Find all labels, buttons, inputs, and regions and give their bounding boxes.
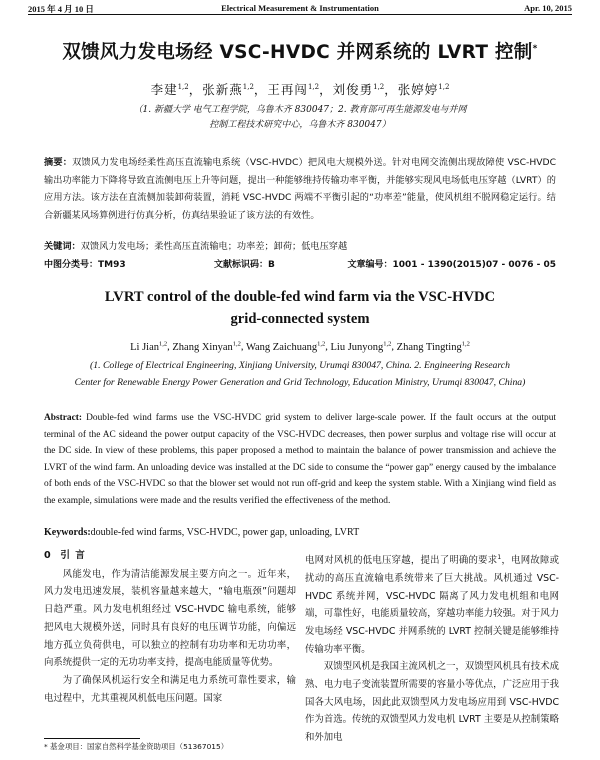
title-english (20, 286, 580, 330)
author-name: 刘俊勇 (332, 82, 374, 97)
header-date: 2015 年 4 月 10 日 (28, 4, 94, 14)
keywords-english (44, 527, 556, 538)
author-affiliation-mark: 1,2 (177, 82, 189, 91)
article-number (348, 257, 557, 270)
author (202, 82, 254, 97)
author-name: 王再闯 (267, 82, 308, 97)
author-name: 张婷婷 (397, 82, 439, 97)
document-code-value: B (268, 260, 275, 270)
author (172, 342, 241, 353)
title-english-line1: LVRT control of the double-fed wind farm via the VSC-HVDC (104, 289, 496, 305)
author-name: Zhang Tingting (396, 341, 462, 353)
authors-chinese: 李建$^{1,2}$，张新燕$^{1,2}$，王再闯$^{1,2}$，刘俊勇$^{1,2}$，张婷婷$^{1,2}$ (150, 82, 450, 97)
abstract-chinese (44, 154, 556, 224)
article-number-label: 文章编号： (347, 260, 393, 270)
author-affiliation-mark: 1,2 (373, 82, 385, 91)
author-affiliation-mark: 1,2 (461, 340, 470, 347)
author (246, 342, 325, 353)
affiliation-english-line1: (1. College of Electrical Engineering, Xinjiang University, Urumqi 830047, China. 2. Engineering Research (90, 360, 510, 371)
section-number: 0 (44, 550, 52, 561)
document-code (214, 257, 275, 270)
author (331, 342, 392, 353)
paragraph: 风能发电，作为清洁能源发展主要方向之一。近年来，风力发电迅速发展，装机容量越来越大，“输电瓶颈”问题却日趋严重。风力发电机组经过 VSC-HVDC 输电系统，能够把风电大规模外送，同时具有良好的电压调节功能，向偏远地方孤立负荷供电，可以独立的控制有功功率和无功功率，向系统提供一定的无功功率支持，提高电能质量等优势。 (44, 568, 296, 669)
paragraph-text: 电网对风机的低电压穿越，提出了明确的要求 (305, 555, 498, 567)
clc-number (44, 257, 126, 270)
abstract-chinese-text: 双馈风力发电场经柔性高压直流输电系统（VSC-HVDC）把风电大规模外送。针对电网交流侧出现故障使 VSC-HVDC 输出功率能力下降将导致直流侧电压上升等问题，提出一种能够维持传输功率平衡，并能够实现风电场低电压穿越（LVRT）的应用方法。该方法在直流侧加装卸荷装置，消耗 VSC-HVDC 两端不平衡引起的“功率差”能量，使风机组不脱网稳定运行。结合新疆某风场算例进行仿真分析，仿真结果验证了该方法的有效性。 (44, 157, 557, 221)
author-name: Li Jian (130, 341, 160, 353)
author (398, 82, 450, 97)
title-footnote-mark: * (532, 43, 538, 54)
citation-ref: 1 (497, 554, 502, 561)
author (333, 82, 385, 97)
affiliation-chinese-line1: （1. 新疆大学 电气工程学院，乌鲁木齐 830047；2. 教育部可再生能源发电与并网 (133, 105, 467, 115)
author (397, 342, 470, 353)
author-name: Liu Junyong (330, 341, 384, 353)
author-affiliation-mark: 1,2 (317, 340, 326, 347)
footnote-rule (44, 738, 140, 739)
abstract-english-text: Double-fed wind farms use the VSC-HVDC grid system to deliver large-scale power. If the fault occurs at the output terminal of the AC sideand the power output capacity of the VSC-HVDC decreases, then power surplus and voltage rise will occur at the DC side. In view of these problems, this paper proposed a method to maintain the balance of power transmission and achieve the LVRT of the wind farm. An unloading device was installed at the DC side to consume the “power gap” energy caused by the imbalance of both ends of the VSC-HVDC so that the blower set would not run off-grid and keep the system stable. With a Xinjiang wind field as the example, simulations were made and the results verified the effectiveness of the method. (44, 413, 556, 506)
affiliation-chinese-line2: 控制工程技术研究中心，乌鲁木齐 830047） (209, 120, 391, 130)
author-affiliation-mark: 1,2 (242, 82, 254, 91)
authors-english: Li Jian$^{1,2}$, Zhang Xinyan$^{1,2}$, Wang Zaichuang$^{1,2}$, Liu Junyong$^{1,2}$, Zhang Tingting$^{1,2}$ (130, 340, 470, 353)
title-english-line2: grid-connected system (230, 311, 370, 327)
body-column-left (44, 547, 296, 707)
title-chinese (20, 38, 580, 64)
title-chinese-text: 双馈风力发电场经 VSC-HVDC 并网系统的 LVRT 控制 (62, 42, 533, 63)
document-code-label: 文献标识码： (214, 260, 269, 270)
keywords-chinese (44, 238, 556, 252)
keywords-chinese-text: 双馈风力发电场；柔性高压直流输电；功率差；卸荷；低电压穿越 (80, 241, 348, 252)
section-heading (44, 547, 296, 565)
author-name: 李建 (150, 82, 178, 97)
header-journal: Electrical Measurement & Instrumentation (221, 3, 379, 13)
author-name: Wang Zaichuang (245, 341, 318, 353)
keywords-chinese-label: 关键词： (44, 241, 81, 252)
author-name: 张新燕 (202, 82, 243, 97)
paragraph (305, 549, 559, 658)
classification-row (44, 257, 556, 271)
author (267, 82, 319, 97)
author-affiliation-mark: 1,2 (438, 82, 450, 91)
author (130, 342, 167, 353)
article-number-value: 1001 - 1390(2015)07 - 0076 - 05 (392, 260, 556, 270)
author-affiliation-mark: 1,2 (307, 82, 320, 91)
author-affiliation-mark: 1,2 (232, 340, 241, 347)
abstract-english (44, 410, 556, 510)
abstract-english-label: Abstract: (44, 413, 83, 423)
clc-label: 中图分类号： (44, 260, 99, 270)
affiliation-chinese (60, 103, 540, 133)
keywords-english-label: Keywords: (44, 527, 91, 538)
body-column-right (305, 549, 559, 747)
author (151, 82, 189, 97)
keywords-english-text: double-fed wind farms, VSC-HVDC, power gap, unloading, LVRT (90, 527, 360, 538)
author-affiliation-mark: 1,2 (383, 340, 392, 347)
paragraph: 双馈型风机是我国主流风机之一，双馈型风机具有技术成熟、电力电子变流装置所需要的容量小等优点，广泛应用于我国各大风电场，因此此双馈型风力发电场应用到 VSC-HVDC 作为首选。传统的双馈型风力发电机 LVRT 主要是从控制策略和外加电 (305, 661, 559, 744)
paragraph-text: ，电网故障或扰动的高压直流输电系统带来了巨大挑战。风机通过 VSC-HVDC 系统并网，VSC-HVDC 隔离了风力发电机组和电网端，可靠性好，电能质量较高，穿越功率能力较强。对于风力发电场经 VSC-HVDC 并网系统的 LVRT 控制关键是能够维持传输功率平衡。 (305, 555, 559, 655)
author-name: Zhang Xinyan (172, 341, 233, 353)
header-rule (28, 14, 572, 15)
paragraph: 为了确保风机运行安全和满足电力系统可靠性要求，输电过程中，尤其重视风机低电压问题。国家 (44, 674, 296, 704)
header-date-en: Apr. 10, 2015 (524, 3, 572, 13)
author-affiliation-mark: 1,2 (159, 340, 168, 347)
clc-value: TM93 (98, 260, 126, 270)
affiliation-english-line2: Center for Renewable Energy Power Generation and Grid Technology, Education Ministry, Urumqi 830047, China) (74, 376, 526, 388)
footnote: * 基金项目：国家自然科学基金资助项目（51367015） (44, 742, 229, 751)
affiliation-english (30, 358, 570, 391)
section-title: 引 言 (60, 550, 86, 561)
abstract-chinese-label: 摘要： (44, 157, 73, 168)
